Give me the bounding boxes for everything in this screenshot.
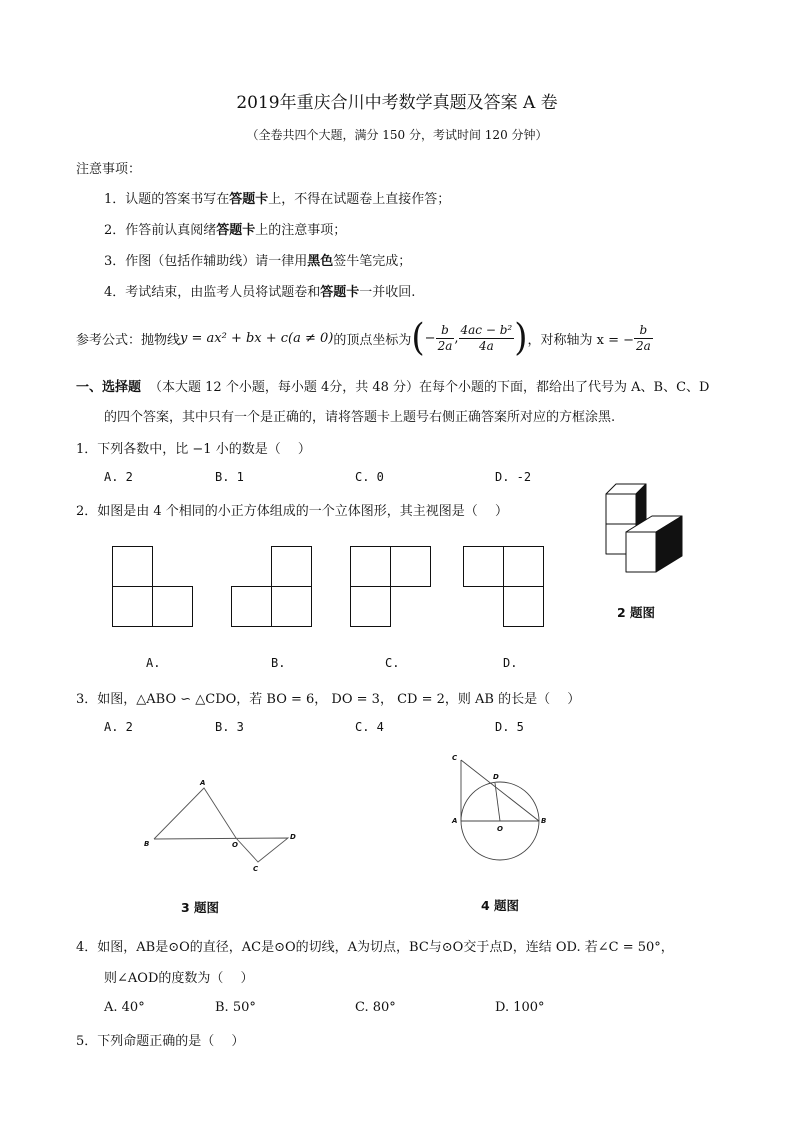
q2-option-c-label: C. bbox=[385, 656, 400, 670]
q3-similar-triangles-figure bbox=[140, 778, 310, 878]
q2-option-d-label: D. bbox=[503, 656, 518, 670]
question-4-stem: 4．如图，AB是⊙O的直径，AC是⊙O的切线，A为切点，BC与⊙O交于点D，连结 OD. 若∠C = 50°， bbox=[76, 940, 674, 955]
q3-label-b: B bbox=[144, 840, 150, 848]
section-1-desc: 的四个答案，其中只有一个是正确的，请将答题卡上题号右侧正确答案所对应的方框涂黑. bbox=[104, 410, 616, 425]
q4-option-a: A. 40° bbox=[104, 1000, 145, 1015]
axis-fraction: $\frac{b}{2a}$ bbox=[635, 322, 651, 353]
q4-circle-tangent-figure bbox=[448, 752, 558, 862]
q2-option-b-figure bbox=[231, 546, 313, 628]
q3-label-a: A bbox=[200, 779, 206, 787]
question-1-stem: 1．下列各数中，比 −1 小的数是（ ） bbox=[76, 442, 311, 457]
q4-option-c: C. 80° bbox=[355, 1000, 396, 1015]
notice-item-1: 1．认题的答案书写在答题卡上，不得在试题卷上直接作答； bbox=[104, 192, 451, 207]
q2-option-a-figure bbox=[112, 546, 194, 628]
exam-info: （全卷共四个大题，满分 150 分，考试时间 120 分钟） bbox=[246, 128, 548, 142]
q2-option-d-figure bbox=[463, 546, 545, 628]
q1-option-d: D. -2 bbox=[495, 470, 532, 484]
q2-cube-stack-figure bbox=[598, 480, 688, 580]
notice-heading: 注意事项： bbox=[76, 162, 142, 177]
q3-label-c: C bbox=[253, 865, 259, 873]
vertex-y-fraction: $\frac{\text{4ac − b²}}{4a}$ bbox=[460, 322, 513, 353]
q4-label-d: D bbox=[493, 773, 499, 781]
q1-option-b: B. 1 bbox=[215, 470, 244, 484]
q4-option-d: D. 100° bbox=[495, 1000, 545, 1015]
vertex-x-fraction: $\frac{b}{2a}$ bbox=[437, 322, 453, 353]
reference-formula: 参考公式：抛物线 y = ax² + bx + c(a ≠ 0) 的顶点坐标为 ( − $\frac{b}{2a}$ , $\frac{\text{4ac − b²}}{4a}$ ) ，对称轴为 x = − $\frac{b}{2a}$ bbox=[76, 316, 651, 360]
q4-label-c: C bbox=[452, 754, 458, 762]
notice-item-2: 2．作答前认真阅绪答题卡上的注意事项； bbox=[104, 223, 347, 238]
q3-option-a: A. 2 bbox=[104, 720, 133, 734]
question-3-stem: 3．如图，△ABO ∽ △CDO，若 BO = 6， DO = 3， CD = 2，则 AB 的长是（ ） bbox=[76, 692, 581, 707]
question-2-stem: 2．如图是由 4 个相同的小正方体组成的一个立体图形，其主视图是（ ） bbox=[76, 504, 508, 519]
section-1-header: 一、选择题 （本大题 12 个小题，每小题 4分，共 48 分）在每个小题的下面，都给出了代号为 A、B、C、D bbox=[76, 380, 710, 395]
question-4-stem-cont: 则∠AOD的度数为（ ） bbox=[104, 971, 254, 986]
q3-label-d: D bbox=[290, 833, 296, 841]
q1-option-a: A. 2 bbox=[104, 470, 133, 484]
q3-figure-caption: 3 题图 bbox=[181, 900, 220, 915]
question-5-stem: 5．下列命题正确的是（ ） bbox=[76, 1034, 245, 1049]
page-title: 2019年重庆合川中考数学真题及答案 A 卷 bbox=[236, 93, 558, 113]
q2-option-c-figure bbox=[350, 546, 432, 628]
q3-label-o: O bbox=[232, 841, 238, 849]
q1-option-c: C. 0 bbox=[355, 470, 384, 484]
notice-item-4: 4．考试结束，由监考人员将试题卷和答题卡一并收回. bbox=[104, 285, 416, 300]
q4-label-b: B bbox=[541, 817, 547, 825]
notice-item-3: 3．作图（包括作辅助线）请一律用黑色签牛笔完成； bbox=[104, 254, 412, 269]
q4-option-b: B. 50° bbox=[215, 1000, 256, 1015]
q3-option-d: D. 5 bbox=[495, 720, 524, 734]
q4-figure-caption: 4 题图 bbox=[481, 898, 520, 913]
q2-option-a-label: A. bbox=[146, 656, 161, 670]
q4-label-o: O bbox=[497, 825, 503, 833]
q3-option-b: B. 3 bbox=[215, 720, 244, 734]
q3-option-c: C. 4 bbox=[355, 720, 384, 734]
q2-figure-caption: 2 题图 bbox=[617, 605, 656, 620]
q4-label-a: A bbox=[452, 817, 458, 825]
q2-option-b-label: B. bbox=[271, 656, 286, 670]
